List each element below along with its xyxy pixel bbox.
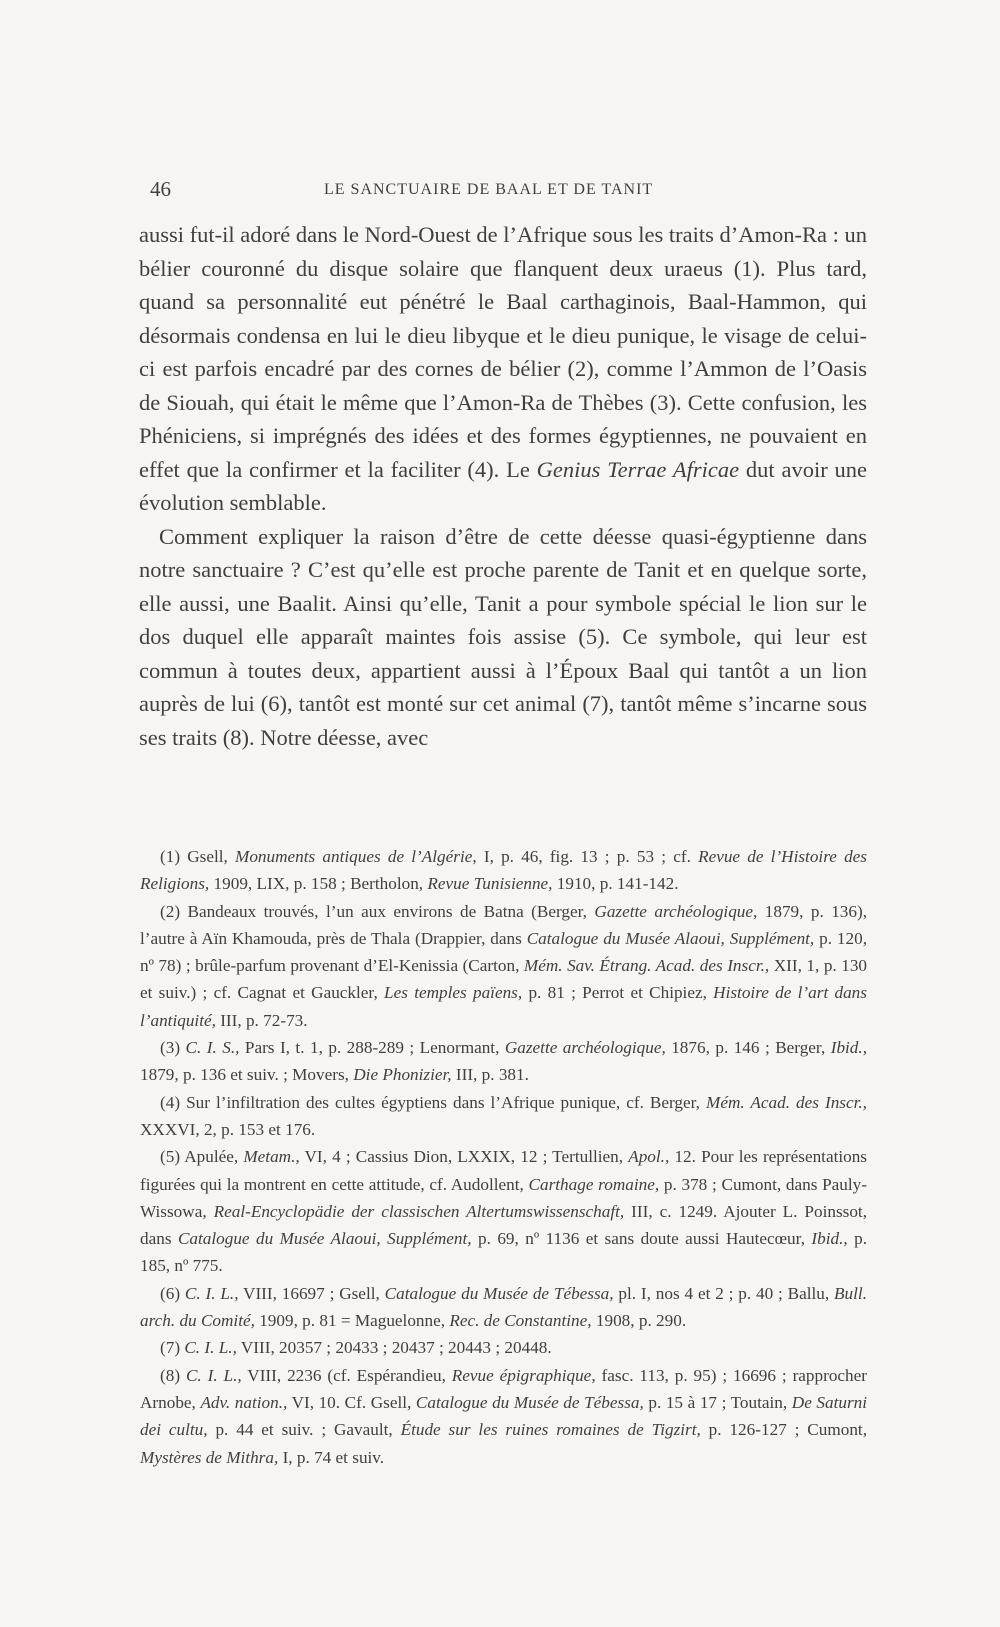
footnote-8-run: De Saturni dei cultu, — [140, 1392, 868, 1440]
paragraph-1-italic-term: Genius Terrae Africae — [536, 456, 740, 482]
footnote-8-run: Étude sur les ruines romaines de Tigzirt, — [400, 1420, 701, 1440]
footnote-2-run: Les temples païens, — [384, 983, 523, 1003]
footnote-2-run: XII, 1, p. 130 et suiv.) ; cf. Cagnat et Gauckler, — [140, 956, 868, 1003]
footnote-3-run: Gazette archéologique, — [504, 1038, 666, 1058]
footnote-2-run: p. 120, nº 78) ; brûle-parfum provenant d’El-Kenissia (Carton, — [140, 928, 867, 976]
footnote-7-run: VIII, 20357 ; 20433 ; 20437 ; 20443 ; 20448. — [236, 1338, 552, 1358]
footnote-8-run: fasc. 113, p. 95) ; 16696 ; rapprocher Arnobe, — [140, 1365, 868, 1412]
footnote-6-run: pl. I, nos 4 et 2 ; p. 40 ; Ballu, — [613, 1283, 835, 1303]
footnote-3-run: III, p. 381. — [451, 1065, 529, 1085]
footnote-4-run: (4) Sur l’infiltration des cultes égyptiens dans l’Afrique punique, cf. Berger, — [160, 1092, 706, 1112]
footnote-4-run: XXXVI, 2, p. 153 et 176. — [140, 1119, 316, 1139]
footnote-2 — [140, 898, 867, 1034]
footnote-6-run: 1908, p. 290. — [591, 1311, 687, 1331]
paragraph-1-text-b: dut avoir une évolution semblable. — [139, 456, 868, 515]
page-number: 46 — [150, 177, 171, 201]
footnote-5-run: p. 378 ; Cumont, dans Pauly-Wissowa, — [140, 1174, 867, 1221]
footnote-3-run: C. I. S., — [185, 1038, 240, 1058]
footnote-6-run: Rec. de Constantine, — [449, 1311, 592, 1331]
footnote-7-run: (7) — [160, 1338, 185, 1358]
footnote-7 — [140, 1334, 867, 1361]
paragraph-1 — [139, 218, 867, 520]
footnotes — [140, 843, 867, 1471]
footnote-8-run: p. 15 à 17 ; Toutain, — [643, 1392, 792, 1412]
footnote-6-run: 1909, p. 81 = Maguelonne, — [254, 1311, 450, 1331]
footnote-5-run: (5) Apulée, — [160, 1147, 244, 1167]
footnote-5-run: Catalogue du Musée Alaoui, Supplément, — [177, 1229, 472, 1249]
footnote-5 — [140, 1143, 867, 1279]
footnote-2-run: III, p. 72-73. — [215, 1010, 308, 1030]
footnote-5-run: Ibid., — [811, 1229, 848, 1249]
footnote-5-run: Metam., — [243, 1147, 300, 1167]
footnote-5-run: VI, 4 ; Cassius Dion, LXXIX, 12 ; Tertullien, — [299, 1147, 629, 1167]
footnote-3-run: Die Phonizier, — [353, 1065, 452, 1085]
main-text — [139, 218, 867, 754]
footnote-3-run: 1876, p. 146 ; Berger, — [665, 1038, 831, 1058]
footnote-1-run: Monuments antiques de l’Algérie — [235, 847, 473, 866]
footnote-2-run: p. 81 ; Perrot et Chipiez, — [522, 983, 714, 1003]
footnote-1-run: (1) Gsell, — [160, 847, 236, 866]
footnote-1 — [140, 843, 867, 898]
footnote-1-run: 1910, p. 141-142. — [552, 874, 679, 894]
footnote-6-run: Bull. arch. du Comité, — [140, 1283, 867, 1331]
footnote-1-run: 1909, LIX, p. 158 ; Bertholon, — [209, 874, 428, 894]
footnote-8-run: C. I. L., — [185, 1365, 242, 1385]
footnote-8 — [140, 1362, 867, 1471]
footnote-1-run: Revue Tunisienne, — [427, 874, 553, 894]
footnote-8-run: VI, 10. Cf. Gsell, — [287, 1392, 416, 1412]
footnote-3-run: (3) — [160, 1038, 186, 1058]
footnote-8-run: Catalogue du Musée de Tébessa, — [415, 1392, 644, 1412]
footnote-6-run: (6) — [160, 1283, 185, 1303]
footnote-2-run: Mém. Sav. Étrang. Acad. des Inscr., — [523, 956, 770, 976]
footnote-1-run: Revue de l’Histoire des Religions, — [140, 847, 867, 894]
footnote-8-run: p. 44 et suiv. ; Gavault, — [207, 1420, 401, 1440]
footnote-8-run: Adv. nation., — [200, 1392, 288, 1412]
footnote-3-run: Pars I, t. 1, p. 288-289 ; Lenormant, — [239, 1038, 505, 1058]
footnote-5-run: III, c. 1249. Ajouter L. Poinssot, dans — [140, 1201, 867, 1249]
footnote-8-run: I, p. 74 et suiv. — [278, 1447, 385, 1467]
footnote-8-run: VIII, 2236 (cf. Espérandieu, — [241, 1365, 452, 1385]
footnote-5-run: p. 69, nº 1136 et sans doute aussi Hautecœur, — [471, 1229, 812, 1249]
footnote-8-run: p. 126-127 ; Cumont, — [700, 1420, 867, 1440]
footnote-2-run: (2) Bandeaux trouvés, l’un aux environs de Batna (Berger, — [160, 901, 595, 921]
footnote-5-run: Real-Encyclopädie der classischen Altertumswissenschaft, — [213, 1201, 625, 1221]
footnote-2-run: Catalogue du Musée Alaoui, Supplément, — [526, 928, 815, 948]
footnote-7-run: C. I. L., — [184, 1338, 237, 1358]
footnote-5-run: Carthage romaine, — [528, 1174, 660, 1194]
footnote-2-run: Histoire de l’art dans l’antiquité, — [140, 983, 867, 1030]
footnote-4 — [140, 1089, 867, 1144]
paragraph-2: Comment expliquer la raison d’être de cette déesse quasi-égyptienne dans notre sanctuaire ? C’est qu’elle est proche parente de Tanit et en quelque sorte, elle aussi, une Baalit. Ainsi qu’elle, Tanit a pour symbole spécial le lion sur le dos duquel elle apparaît maintes fois assise (5). Ce symbole, qui leur est commun à toutes deux, appartient aussi à l’Époux Baal qui tantôt a un lion auprès de lui (6), tantôt est monté sur cet animal (7), tantôt même s’incarne sous ses traits (8). Notre déesse, avec — [139, 523, 867, 750]
footnote-6-run: VIII, 16697 ; Gsell, — [238, 1283, 385, 1303]
footnote-8-run: Mystères de Mithra, — [140, 1447, 279, 1467]
footnote-4-run: Mém. Acad. des Inscr., — [706, 1092, 867, 1112]
footnote-6-run: Catalogue du Musée de Tébessa, — [384, 1283, 614, 1303]
footnote-8-run: Revue épigraphique, — [451, 1365, 596, 1385]
running-title: LE SANCTUAIRE DE BAAL ET DE TANIT — [324, 181, 654, 198]
footnote-6-run: C. I. L., — [184, 1283, 239, 1303]
footnote-1-run: , I, p. 46, fig. 13 ; p. 53 ; cf. — [472, 847, 699, 866]
footnote-8-run: (8) — [160, 1365, 186, 1385]
footnote-2-run: 1879, p. 136), l’autre à Aïn Khamouda, près de Thala (Drappier, dans — [140, 901, 867, 948]
footnote-3-run: 1879, p. 136 et suiv. ; Movers, — [140, 1065, 354, 1085]
footnote-3 — [140, 1034, 867, 1089]
footnote-5-run: Apol., — [628, 1147, 670, 1167]
paragraph-1-text-a: aussi fut-il adoré dans le Nord-Ouest de l’Afrique sous les traits d’Amon-Ra : un bélier couronné du disque solaire que flanquent deux uraeus (1). Plus tard, quand sa personnalité eut pénétré le Baal carthaginois, Baal-Hammon, qui désormais condensa en lui le dieu libyque et le dieu punique, le visage de celui-ci est parfois encadré par des cornes de bélier (2), comme l’Ammon de l’Oasis de Siouah, qui était le même que l’Amon-Ra de Thèbes (3). Cette confusion, les Phéniciens, si imprégnés des idées et des formes égyptiennes, ne pouvaient en effet que la confirmer et la faciliter (4). Le — [139, 222, 867, 482]
footnote-5-run: 12. Pour les représentations figurées qui la montrent en cette attitude, cf. Audollent, — [140, 1147, 867, 1194]
footnote-6 — [140, 1280, 867, 1335]
footnote-2-run: Gazette archéologique, — [594, 901, 758, 921]
footnote-5-run: p. 185, nº 775. — [140, 1229, 867, 1276]
footnote-3-run: Ibid., — [830, 1038, 867, 1058]
